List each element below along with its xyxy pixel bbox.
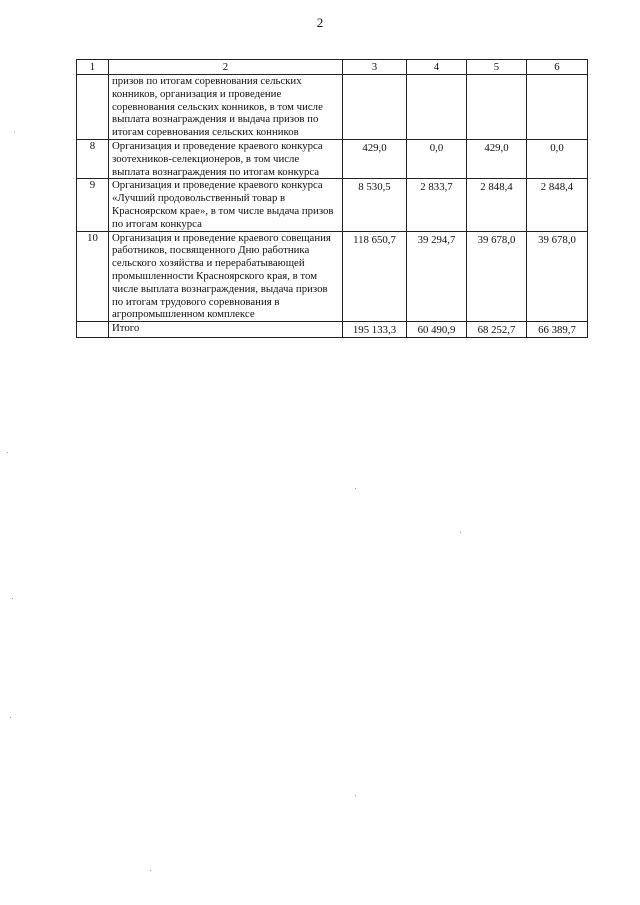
scan-speck — [355, 795, 356, 796]
value-col3: 8 530,5 — [343, 179, 407, 231]
value-col6: 2 848,4 — [527, 179, 588, 231]
column-header: 6 — [527, 60, 588, 75]
scan-speck — [14, 132, 15, 133]
value-col3: 195 133,3 — [343, 322, 407, 338]
value-col5: 429,0 — [467, 139, 527, 178]
row-number: 9 — [77, 179, 109, 231]
value-col3 — [343, 75, 407, 140]
value-col4: 0,0 — [407, 139, 467, 178]
table-row — [77, 75, 588, 140]
column-header: 4 — [407, 60, 467, 75]
budget-table — [76, 59, 588, 338]
table-total-row — [77, 322, 588, 338]
value-col4: 60 490,9 — [407, 322, 467, 338]
column-header: 3 — [343, 60, 407, 75]
scan-speck — [10, 717, 11, 718]
column-header: 2 — [109, 60, 343, 75]
page-number: 2 — [316, 15, 324, 30]
value-col5: 2 848,4 — [467, 179, 527, 231]
row-number — [77, 75, 109, 140]
table-row — [77, 179, 588, 231]
value-col3: 118 650,7 — [343, 231, 407, 322]
value-col6: 39 678,0 — [527, 231, 588, 322]
row-number: 10 — [77, 231, 109, 322]
value-col4: 39 294,7 — [407, 231, 467, 322]
column-header: 1 — [77, 60, 109, 75]
row-description: призов по итогам соревнования сельских конников, организация и проведение соревнования сельских конников, в том числе выплата вознаграждения и выдача призов по итогам соревнования сельских конников — [109, 75, 343, 140]
value-col5: 68 252,7 — [467, 322, 527, 338]
table-row — [77, 139, 588, 178]
column-header: 5 — [467, 60, 527, 75]
value-col3: 429,0 — [343, 139, 407, 178]
value-col6: 66 389,7 — [527, 322, 588, 338]
table-row — [77, 231, 588, 322]
row-number: 8 — [77, 139, 109, 178]
row-description: Организация и проведение краевого конкурса «Лучший продовольственный товар в Красноярском крае», в том числе выдача призов по итогам конкурса — [109, 179, 343, 231]
scan-speck — [7, 452, 8, 453]
value-col4 — [407, 75, 467, 140]
value-col5: 39 678,0 — [467, 231, 527, 322]
value-col5 — [467, 75, 527, 140]
table-header-row — [77, 60, 588, 75]
scan-speck — [150, 870, 151, 871]
scan-speck — [355, 488, 356, 489]
row-number — [77, 322, 109, 338]
scan-speck — [460, 532, 461, 533]
row-description: Итого — [109, 322, 343, 338]
row-description: Организация и проведение краевого совещания работников, посвященного Дню работника сельского хозяйства и перерабатывающей промышленности Красноярского края, в том числе выплата вознаграждения, выдача призов по итогам трудового соревнования в агропромышленном комплексе — [109, 231, 343, 322]
value-col6: 0,0 — [527, 139, 588, 178]
value-col4: 2 833,7 — [407, 179, 467, 231]
value-col6 — [527, 75, 588, 140]
scan-speck — [12, 598, 13, 599]
row-description: Организация и проведение краевого конкурса зоотехников-селекционеров, в том числе выплата вознаграждения по итогам конкурса — [109, 139, 343, 178]
